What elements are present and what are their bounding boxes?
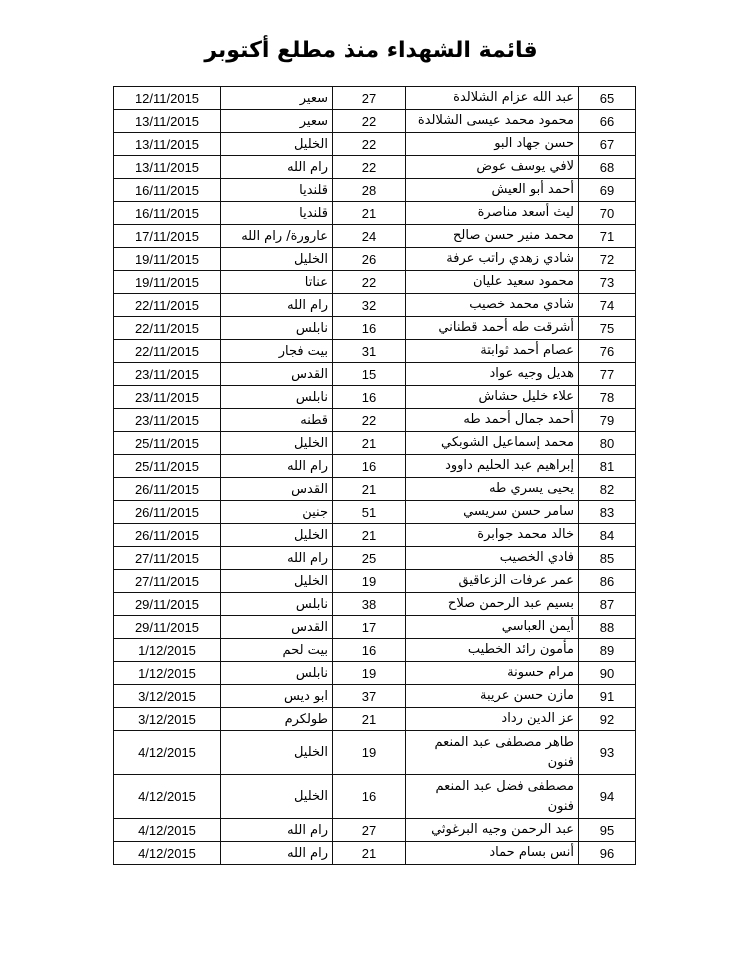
name-cell: مصطفى فضل عبد المنعم فنون <box>406 775 579 819</box>
name-cell: محمد منير حسن صالح <box>406 225 579 248</box>
number-cell: 76 <box>579 340 636 363</box>
place-cell: سعير <box>221 110 333 133</box>
name-cell: عمر عرفات الزعاقيق <box>406 570 579 593</box>
number-cell: 80 <box>579 432 636 455</box>
date-cell: 13/11/2015 <box>114 133 221 156</box>
name-cell: سامر حسن سريسي <box>406 501 579 524</box>
age-cell: 19 <box>333 570 406 593</box>
number-cell: 87 <box>579 593 636 616</box>
table-row <box>114 156 636 179</box>
place-cell: رام الله <box>221 294 333 317</box>
table-row <box>114 133 636 156</box>
age-cell: 16 <box>333 775 406 819</box>
date-cell: 12/11/2015 <box>114 87 221 110</box>
name-cell: عز الدين رداد <box>406 708 579 731</box>
number-cell: 77 <box>579 363 636 386</box>
age-cell: 26 <box>333 248 406 271</box>
place-cell: نابلس <box>221 386 333 409</box>
table-row <box>114 570 636 593</box>
date-cell: 23/11/2015 <box>114 386 221 409</box>
date-cell: 19/11/2015 <box>114 271 221 294</box>
date-cell: 1/12/2015 <box>114 639 221 662</box>
name-cell: محمد إسماعيل الشوبكي <box>406 432 579 455</box>
age-cell: 21 <box>333 524 406 547</box>
age-cell: 21 <box>333 478 406 501</box>
age-cell: 24 <box>333 225 406 248</box>
name-cell: هديل وجيه عواد <box>406 363 579 386</box>
age-cell: 32 <box>333 294 406 317</box>
place-cell: عارورة/ رام الله <box>221 225 333 248</box>
table-row <box>114 294 636 317</box>
table-row <box>114 662 636 685</box>
age-cell: 31 <box>333 340 406 363</box>
age-cell: 28 <box>333 179 406 202</box>
number-cell: 85 <box>579 547 636 570</box>
place-cell: الخليل <box>221 432 333 455</box>
age-cell: 21 <box>333 708 406 731</box>
name-cell: عبد الرحمن وجيه البرغوثي <box>406 819 579 842</box>
name-cell: يحيى يسري طه <box>406 478 579 501</box>
age-cell: 27 <box>333 87 406 110</box>
number-cell: 91 <box>579 685 636 708</box>
table-row <box>114 501 636 524</box>
age-cell: 17 <box>333 616 406 639</box>
name-cell: عصام أحمد ثوابتة <box>406 340 579 363</box>
table-row <box>114 819 636 842</box>
date-cell: 26/11/2015 <box>114 501 221 524</box>
number-cell: 79 <box>579 409 636 432</box>
age-cell: 19 <box>333 731 406 775</box>
age-cell: 15 <box>333 363 406 386</box>
place-cell: نابلس <box>221 662 333 685</box>
table-row <box>114 340 636 363</box>
date-cell: 4/12/2015 <box>114 731 221 775</box>
age-cell: 37 <box>333 685 406 708</box>
name-cell: أيمن العباسي <box>406 616 579 639</box>
name-cell: حسن جهاد البو <box>406 133 579 156</box>
age-cell: 21 <box>333 842 406 865</box>
name-cell: أنس بسام حماد <box>406 842 579 865</box>
table-row <box>114 639 636 662</box>
name-cell: بسيم عبد الرحمن صلاح <box>406 593 579 616</box>
name-cell: أشرقت طه أحمد قطناني <box>406 317 579 340</box>
table-row <box>114 225 636 248</box>
age-cell: 22 <box>333 133 406 156</box>
age-cell: 25 <box>333 547 406 570</box>
place-cell: رام الله <box>221 819 333 842</box>
place-cell: القدس <box>221 478 333 501</box>
date-cell: 23/11/2015 <box>114 363 221 386</box>
name-cell: خالد محمد جوابرة <box>406 524 579 547</box>
date-cell: 25/11/2015 <box>114 455 221 478</box>
number-cell: 82 <box>579 478 636 501</box>
table-row <box>114 616 636 639</box>
number-cell: 93 <box>579 731 636 775</box>
table-body <box>114 87 636 865</box>
date-cell: 22/11/2015 <box>114 317 221 340</box>
number-cell: 96 <box>579 842 636 865</box>
number-cell: 70 <box>579 202 636 225</box>
name-cell: طاهر مصطفى عبد المنعم فنون <box>406 731 579 775</box>
age-cell: 27 <box>333 819 406 842</box>
number-cell: 88 <box>579 616 636 639</box>
age-cell: 16 <box>333 386 406 409</box>
table-row <box>114 842 636 865</box>
name-cell: لافي يوسف عوض <box>406 156 579 179</box>
table-row <box>114 708 636 731</box>
age-cell: 21 <box>333 432 406 455</box>
number-cell: 69 <box>579 179 636 202</box>
name-cell: علاء خليل حشاش <box>406 386 579 409</box>
number-cell: 84 <box>579 524 636 547</box>
number-cell: 92 <box>579 708 636 731</box>
date-cell: 27/11/2015 <box>114 570 221 593</box>
name-cell: مازن حسن عريبة <box>406 685 579 708</box>
table-row <box>114 547 636 570</box>
name-cell: أحمد جمال أحمد طه <box>406 409 579 432</box>
number-cell: 72 <box>579 248 636 271</box>
place-cell: رام الله <box>221 156 333 179</box>
date-cell: 4/12/2015 <box>114 775 221 819</box>
date-cell: 26/11/2015 <box>114 524 221 547</box>
number-cell: 83 <box>579 501 636 524</box>
table-row <box>114 363 636 386</box>
place-cell: نابلس <box>221 593 333 616</box>
place-cell: عناتا <box>221 271 333 294</box>
name-cell: شادي زهدي راتب عرفة <box>406 248 579 271</box>
place-cell: الخليل <box>221 731 333 775</box>
number-cell: 73 <box>579 271 636 294</box>
place-cell: طولكرم <box>221 708 333 731</box>
name-cell: مرام حسونة <box>406 662 579 685</box>
date-cell: 3/12/2015 <box>114 708 221 731</box>
date-cell: 29/11/2015 <box>114 616 221 639</box>
place-cell: القدس <box>221 616 333 639</box>
place-cell: نابلس <box>221 317 333 340</box>
age-cell: 16 <box>333 317 406 340</box>
date-cell: 19/11/2015 <box>114 248 221 271</box>
name-cell: إبراهيم عبد الحليم داوود <box>406 455 579 478</box>
date-cell: 22/11/2015 <box>114 340 221 363</box>
date-cell: 17/11/2015 <box>114 225 221 248</box>
age-cell: 19 <box>333 662 406 685</box>
date-cell: 1/12/2015 <box>114 662 221 685</box>
table-row <box>114 248 636 271</box>
date-cell: 3/12/2015 <box>114 685 221 708</box>
number-cell: 86 <box>579 570 636 593</box>
table-row <box>114 110 636 133</box>
number-cell: 95 <box>579 819 636 842</box>
place-cell: الخليل <box>221 775 333 819</box>
name-cell: شادي محمد خصيب <box>406 294 579 317</box>
name-cell: ليث أسعد مناصرة <box>406 202 579 225</box>
number-cell: 68 <box>579 156 636 179</box>
table-row <box>114 432 636 455</box>
place-cell: القدس <box>221 363 333 386</box>
place-cell: بيت لحم <box>221 639 333 662</box>
age-cell: 51 <box>333 501 406 524</box>
table-row <box>114 455 636 478</box>
place-cell: قلنديا <box>221 202 333 225</box>
place-cell: قطنه <box>221 409 333 432</box>
name-cell: عبد الله عزام الشلالدة <box>406 87 579 110</box>
name-cell: فادي الخصيب <box>406 547 579 570</box>
age-cell: 22 <box>333 110 406 133</box>
table-row <box>114 271 636 294</box>
number-cell: 75 <box>579 317 636 340</box>
date-cell: 22/11/2015 <box>114 294 221 317</box>
number-cell: 81 <box>579 455 636 478</box>
date-cell: 4/12/2015 <box>114 819 221 842</box>
name-cell: محمود محمد عيسى الشلالدة <box>406 110 579 133</box>
place-cell: سعير <box>221 87 333 110</box>
table-row <box>114 317 636 340</box>
age-cell: 16 <box>333 455 406 478</box>
number-cell: 74 <box>579 294 636 317</box>
table-row <box>114 386 636 409</box>
table-row <box>114 202 636 225</box>
number-cell: 78 <box>579 386 636 409</box>
table-row <box>114 409 636 432</box>
table-row <box>114 593 636 616</box>
number-cell: 66 <box>579 110 636 133</box>
place-cell: الخليل <box>221 248 333 271</box>
date-cell: 13/11/2015 <box>114 156 221 179</box>
place-cell: قلنديا <box>221 179 333 202</box>
date-cell: 27/11/2015 <box>114 547 221 570</box>
age-cell: 22 <box>333 271 406 294</box>
table-row <box>114 478 636 501</box>
age-cell: 16 <box>333 639 406 662</box>
number-cell: 89 <box>579 639 636 662</box>
age-cell: 38 <box>333 593 406 616</box>
date-cell: 4/12/2015 <box>114 842 221 865</box>
date-cell: 23/11/2015 <box>114 409 221 432</box>
place-cell: رام الله <box>221 455 333 478</box>
age-cell: 21 <box>333 202 406 225</box>
date-cell: 26/11/2015 <box>114 478 221 501</box>
date-cell: 16/11/2015 <box>114 179 221 202</box>
place-cell: جنين <box>221 501 333 524</box>
place-cell: الخليل <box>221 524 333 547</box>
number-cell: 90 <box>579 662 636 685</box>
place-cell: ابو ديس <box>221 685 333 708</box>
name-cell: مأمون رائد الخطيب <box>406 639 579 662</box>
number-cell: 71 <box>579 225 636 248</box>
name-cell: أحمد أبو العيش <box>406 179 579 202</box>
page-title: قائمة الشهداء منذ مطلع أكتوبر <box>204 38 538 63</box>
table-row <box>114 87 636 110</box>
place-cell: بيت فجار <box>221 340 333 363</box>
martyrs-table <box>113 86 636 865</box>
date-cell: 16/11/2015 <box>114 202 221 225</box>
number-cell: 65 <box>579 87 636 110</box>
table-row <box>114 179 636 202</box>
date-cell: 13/11/2015 <box>114 110 221 133</box>
table-row <box>114 524 636 547</box>
number-cell: 94 <box>579 775 636 819</box>
number-cell: 67 <box>579 133 636 156</box>
name-cell: محمود سعيد عليان <box>406 271 579 294</box>
date-cell: 25/11/2015 <box>114 432 221 455</box>
date-cell: 29/11/2015 <box>114 593 221 616</box>
age-cell: 22 <box>333 409 406 432</box>
place-cell: رام الله <box>221 842 333 865</box>
age-cell: 22 <box>333 156 406 179</box>
table-row <box>114 685 636 708</box>
place-cell: الخليل <box>221 133 333 156</box>
place-cell: الخليل <box>221 570 333 593</box>
table-row <box>114 775 636 819</box>
table-row <box>114 731 636 775</box>
place-cell: رام الله <box>221 547 333 570</box>
